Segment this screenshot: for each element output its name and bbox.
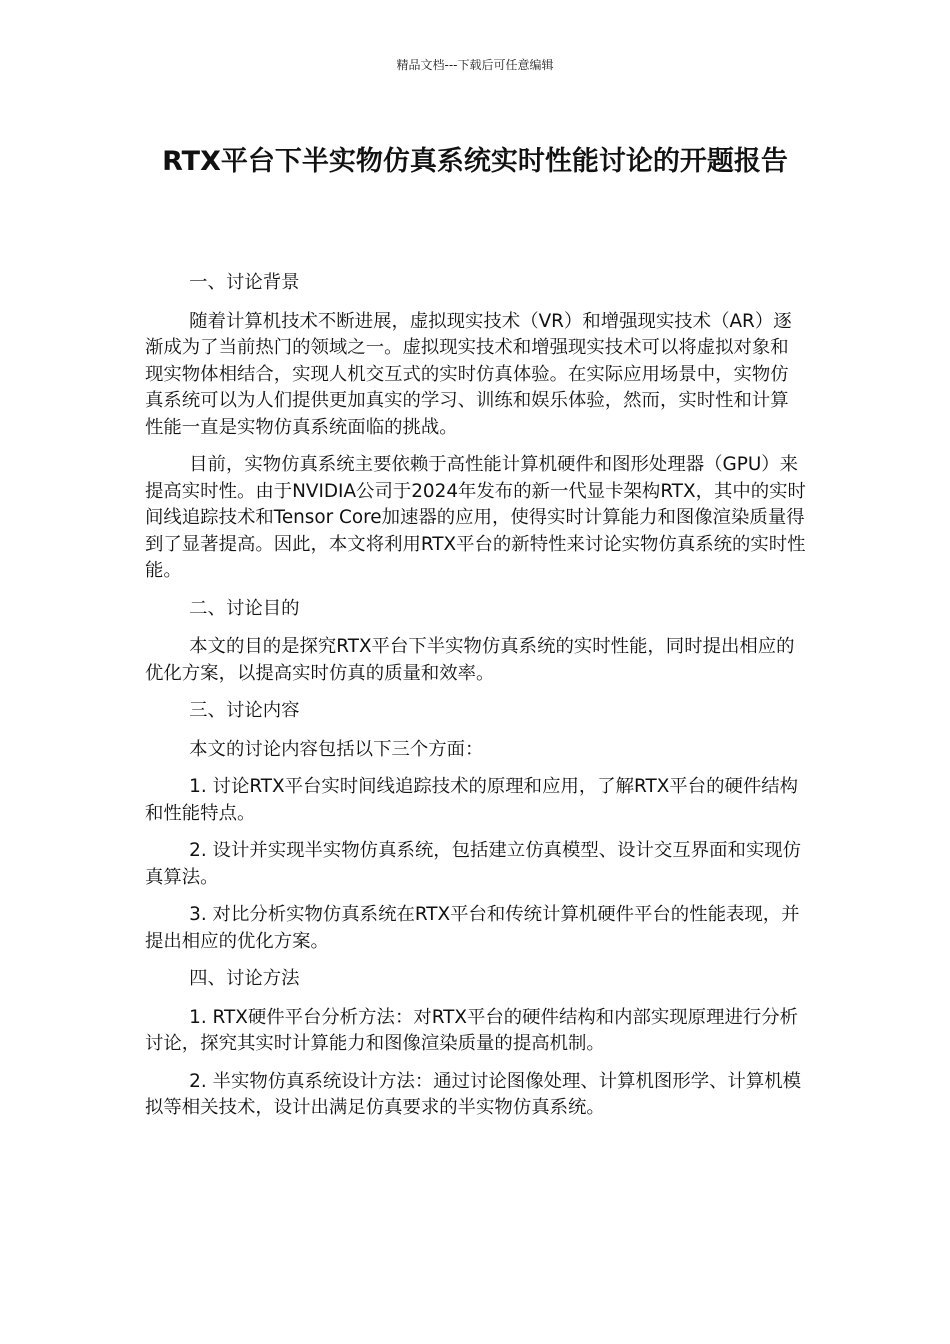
content-item-2: 2. 设计并实现半实物仿真系统，包括建立仿真模型、设计交互界面和实现仿真算法。 <box>145 840 802 888</box>
background-paragraph-2: 目前，实物仿真系统主要依赖于高性能计算机硬件和图形处理器（GPU）来提高实时性。由于NVIDIA公司于2024年发布的新一代显卡架构RTX，其中的实时间线追踪技术和Tensor Core加速器的应用，使得实时计算能力和图像渲染质量得到了显著提高。因此，本文将利用RTX平台的新特性来讨论实物仿真系统的实时性能。 <box>145 454 806 581</box>
document-body <box>145 270 807 1133</box>
purpose-paragraph: 本文的目的是探究RTX平台下半实物仿真系统的实时性能，同时提出相应的优化方案，以提高实时仿真的质量和效率。 <box>145 636 795 684</box>
method-item-1: 1. RTX硬件平台分析方法：对RTX平台的硬件结构和内部实现原理进行分析讨论，探究其实时计算能力和图像渲染质量的提高机制。 <box>145 1006 799 1054</box>
header-watermark: 精品文档---下载后可任意编辑 <box>396 58 554 72</box>
section-heading-content: 三、讨论内容 <box>189 700 300 721</box>
content-item-1: 1. 讨论RTX平台实时间线追踪技术的原理和应用，了解RTX平台的硬件结构和性能特点。 <box>145 776 799 824</box>
content-item-3: 3. 对比分析实物仿真系统在RTX平台和传统计算机硬件平台的性能表现，并提出相应的优化方案。 <box>145 904 800 952</box>
section-heading-method: 四、讨论方法 <box>189 968 300 989</box>
section-heading-purpose: 二、讨论目的 <box>189 597 300 619</box>
document-title: RTX平台下半实物仿真系统实时性能讨论的开题报告 <box>162 146 788 177</box>
section-heading-background: 一、讨论背景 <box>189 272 300 293</box>
content-intro: 本文的讨论内容包括以下三个方面： <box>189 738 484 760</box>
background-paragraph-1: 随着计算机技术不断进展，虚拟现实技术（VR）和增强现实技术（AR）逐渐成为了当前热门的领域之一。虚拟现实技术和增强现实技术可以将虚拟对象和现实物体相结合，实现人机交互式的实时仿真体验。在实际应用场景中，实物仿真系统可以为人们提供更加真实的学习、训练和娱乐体验，然而，实时性和计算性能一直是实物仿真系统面临的挑战。 <box>145 310 792 438</box>
method-item-2: 2. 半实物仿真系统设计方法：通过讨论图像处理、计算机图形学、计算机模拟等相关技术，设计出满足仿真要求的半实物仿真系统。 <box>145 1070 802 1118</box>
